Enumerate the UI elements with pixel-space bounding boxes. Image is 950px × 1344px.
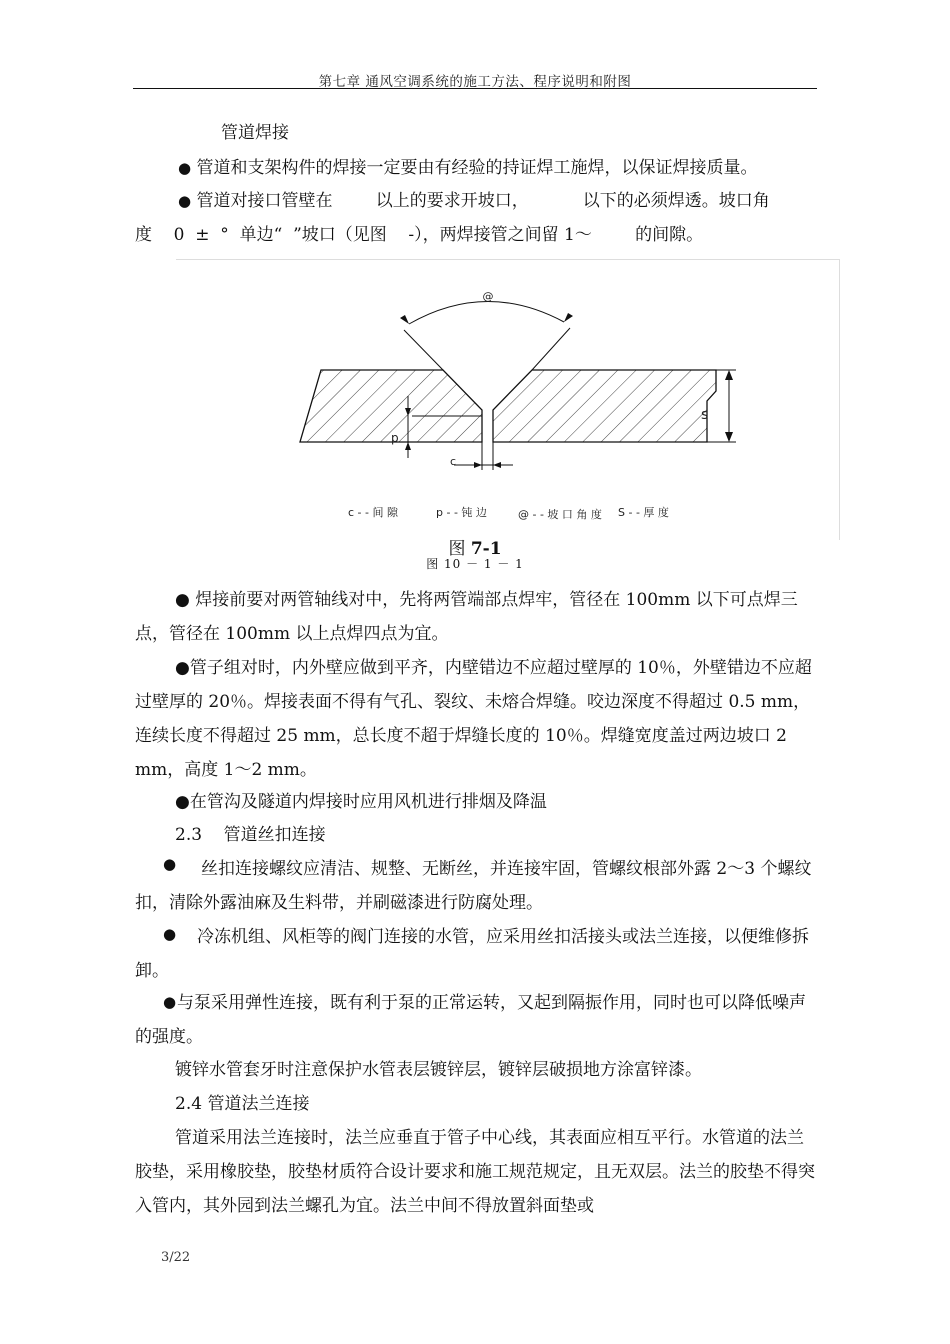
label-p: p [391, 431, 399, 445]
section-title-weld: 管道焊接 [221, 123, 289, 143]
s-arrow-top [725, 370, 733, 380]
paragraph-2: ●管子组对时，内外壁应做到平齐，内壁错边不应超过壁厚的 10％，外壁错边不应超过壁厚的 20％。焊接表面不得有气孔、裂纹、未熔合焊缝。咬边深度不得超过 0.5 mm，连续长度不得超过 25 mm，总长度不超于焊缝长度的 10％。焊缝宽度盖过两边坡口 2 mm，高度 1～2 mm。 [135, 658, 812, 780]
bullet-dot: ● [163, 925, 177, 943]
page-number: 3/22 [161, 1250, 191, 1265]
legend-p: p - - 钝 边 [436, 506, 487, 519]
label-angle: @ [482, 290, 494, 303]
angle-ext-left [404, 330, 443, 370]
p-arrow-bottom [405, 442, 411, 450]
legend-angle: @ - - 坡 口 角 度 [518, 508, 602, 521]
legend-s: S - - 厚 度 [618, 506, 669, 519]
s-arrow-bottom [725, 432, 733, 442]
paragraph-1: ● 焊接前要对两管轴线对中，先将两管端部点焊牢，管径在 100mm 以下可点焊三点，管径在 100mm 以上点焊四点为宜。 [135, 590, 798, 644]
angle-arc [409, 301, 564, 324]
heading-2-4: 2.4 管道法兰连接 [175, 1094, 310, 1114]
paragraph-3: ●在管沟及隧道内焊接时应用风机进行排烟及降温 [175, 792, 547, 812]
bullet-2-line-1 [178, 186, 770, 211]
weld-groove-figure [176, 259, 840, 540]
c-arrow-left [474, 462, 482, 468]
header-title: 第七章 通风空调系统的施工方法、程序说明和附图 [318, 74, 632, 90]
paragraph-8: 管道采用法兰连接时，法兰应垂直于管子中心线，其表面应相互平行。水管道的法兰胶垫，采用橡胶垫，胶垫材质符合设计要求和施工规范规定，且无双层。法兰的胶垫不得突入管内，其外园到法兰螺孔为宜。法兰中间不得放置斜面垫或 [135, 1128, 815, 1216]
label-s: s [701, 407, 709, 423]
angle-ext-right [532, 328, 570, 370]
bullet-2-text-1: 管道对接口管壁在 以上的要求开坡口， 以下的必须焊透。坡口角 [196, 191, 770, 211]
bullet-dot: ● [163, 993, 177, 1011]
angle-arrow-right [564, 313, 573, 322]
bullet-dot: ● [163, 855, 177, 873]
header-rule [133, 88, 817, 89]
weld-groove-diagram [176, 260, 839, 540]
bullet-2-line-2: 度 0 ± ° 单边“ ”坡口（见图 -），两焊接管之间留 1～ 的间隙。 [135, 225, 704, 245]
bullet-dot: ● [178, 192, 192, 210]
figure-subcaption: 图 10 － 1 － 1 [426, 557, 524, 571]
heading-2-3: 2.3 管道丝扣连接 [175, 825, 326, 845]
bullet-dot: ● [178, 159, 192, 177]
c-arrow-right [493, 462, 501, 468]
angle-arrow-left [400, 315, 409, 324]
bullet-1-text: 管道和支架构件的焊接一定要由有经验的持证焊工施焊，以保证焊接质量。 [196, 158, 758, 178]
paragraph-5-text: 冷冻机组、风柜等的阀门连接的水管，应采用丝扣活接头或法兰连接，以便维修拆卸。 [135, 927, 809, 981]
figure-caption-number: 7-1 [470, 539, 502, 559]
right-plate [493, 370, 716, 442]
paragraph-4-text: 丝扣连接螺纹应清洁、规整、无断丝，并连接牢固，管螺纹根部外露 2～3 个螺纹扣，清除外露油麻及生料带，并刷磁漆进行防腐处理。 [135, 859, 812, 913]
paragraph-7: 镀锌水管套牙时注意保护水管表层镀锌层，镀锌层破损地方涂富锌漆。 [175, 1060, 702, 1080]
label-c: c [450, 455, 457, 468]
legend-c: c - - 间 隙 [348, 506, 398, 519]
figure-caption-prefix: 图 [448, 539, 471, 559]
paragraph-6-text: 与泵采用弹性连接，既有利于泵的正常运转，又起到隔振作用，同时也可以降低噪声的强度。 [135, 993, 806, 1047]
bullet-1 [178, 153, 758, 178]
